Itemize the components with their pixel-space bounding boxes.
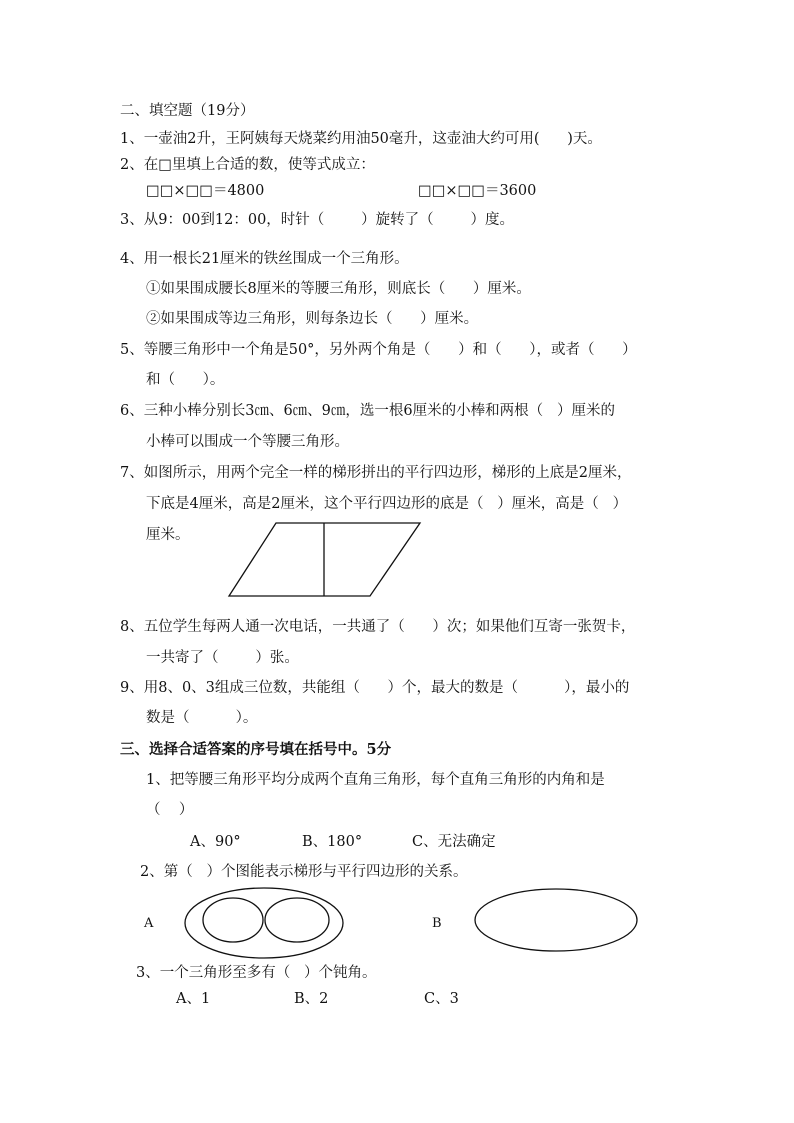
choice-question-1: 1、把等腰三角形平均分成两个直角三角形，每个直角三角形的内角和是 [146, 772, 605, 788]
diagram-a-right-ellipse [265, 898, 329, 942]
question-5-continued: 和（ ）。 [146, 372, 225, 388]
choice-3-option-b: B、2 [294, 991, 329, 1007]
choice-1-option-c: C、无法确定 [412, 834, 496, 850]
question-7-continued: 下底是4厘米，高是2厘米，这个平行四边形的底是（ ）厘米，高是（ ） [146, 496, 628, 512]
choice-question-2: 2、第（ ）个图能表示梯形与平行四边形的关系。 [140, 864, 468, 880]
question-8-continued: 一共寄了（ ）张。 [146, 650, 299, 666]
choice-1-option-a: A、90° [190, 834, 241, 850]
question-7: 7、如图所示，用两个完全一样的梯形拼出的平行四边形，梯形的上底是2厘米， [120, 465, 632, 481]
question-6: 6、三种小棒分别长3㎝、6㎝、9㎝，选一根6厘米的小棒和两根（ ）厘米的 [120, 403, 615, 419]
choice-3-option-a: A、1 [176, 991, 211, 1007]
diagram-a-left-ellipse [203, 898, 263, 942]
question-7-end: 厘米。 [146, 527, 190, 543]
question-2: 2、在□里填上合适的数，使等式成立： [120, 157, 375, 173]
question-5: 5、等腰三角形中一个角是50°，另外两个角是（ ）和（ ），或者（ ） [120, 342, 637, 358]
section2-title: 二、填空题（19分） [120, 103, 255, 119]
diagram-label-a: A [144, 916, 154, 931]
question-9-continued: 数是（ ）。 [146, 710, 258, 726]
question-2-equation-a: □□×□□＝4800 [146, 183, 265, 199]
question-4: 4、用一根长21厘米的铁丝围成一个三角形。 [120, 251, 409, 267]
diagram-b-ellipse [475, 889, 637, 951]
question-4-part-2: ②如果围成等边三角形，则每条边长（ ）厘米。 [146, 311, 479, 327]
question-2-equation-b: □□×□□＝3600 [418, 183, 537, 199]
question-4-part-1: ①如果围成腰长8厘米的等腰三角形，则底长（ ）厘米。 [146, 281, 531, 297]
choice-question-3: 3、一个三角形至多有（ ）个钝角。 [136, 965, 377, 981]
section3-title: 三、选择合适答案的序号填在括号中。5分 [120, 741, 392, 758]
question-6-continued: 小棒可以围成一个等腰三角形。 [146, 434, 349, 450]
question-8: 8、五位学生每两人通一次电话，一共通了（ ）次；如果他们互寄一张贺卡， [120, 619, 636, 635]
question-9: 9、用8、0、3组成三位数，共能组（ ）个，最大的数是（ ），最小的 [120, 680, 630, 696]
question-1: 1、一壶油2升，王阿姨每天烧菜约用油50毫升，这壶油大约可用( )天。 [120, 131, 602, 147]
diagram-label-b: B [432, 916, 442, 931]
choice-question-1-blank: （ ） [146, 802, 194, 818]
choice-1-option-b: B、180° [302, 834, 363, 850]
diagram-a-outer-ellipse [185, 888, 343, 958]
question-3: 3、从9：00到12：00，时针（ ）旋转了（ ）度。 [120, 212, 515, 228]
choice-3-option-c: C、3 [424, 991, 459, 1007]
